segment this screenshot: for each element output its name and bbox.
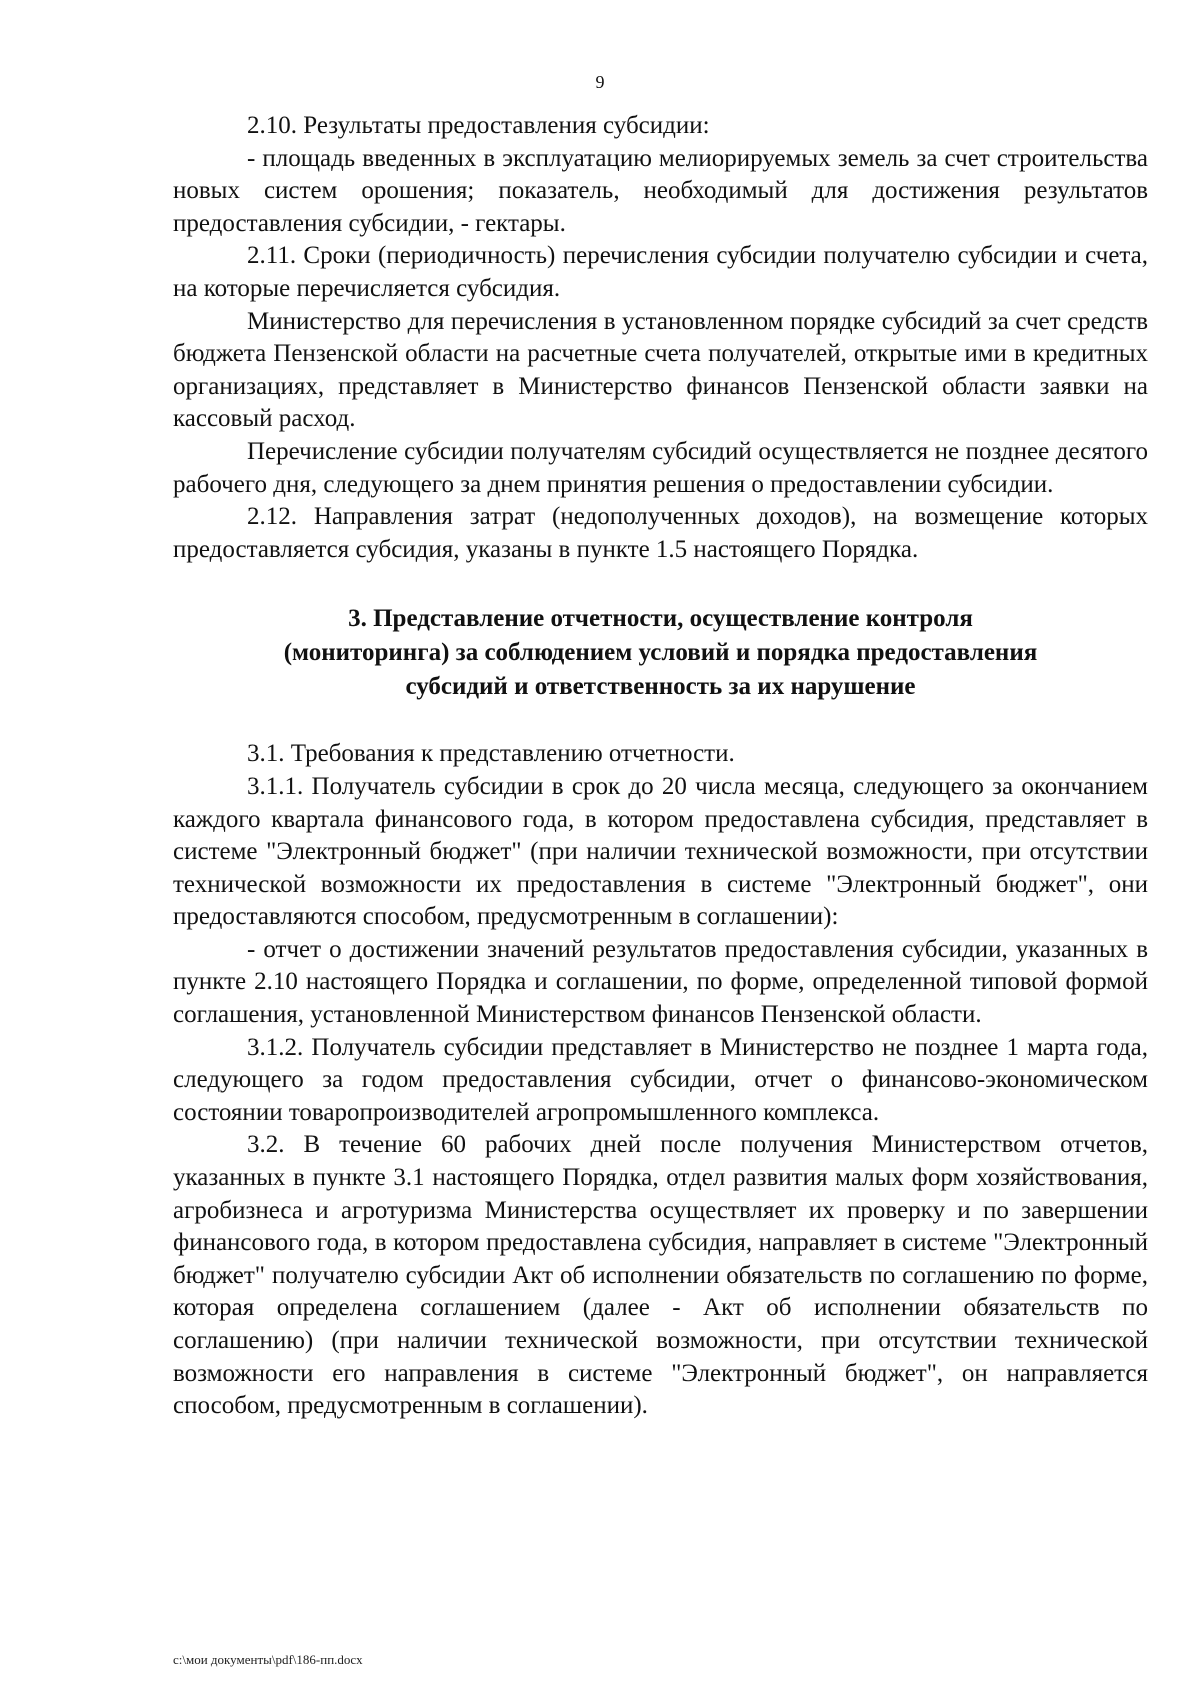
page-number: 9 — [595, 72, 605, 92]
paragraph-2-11: 2.11. Сроки (периодичность) перечисления субсидии получателю субсидии и счета, на которые перечисляется субсидия. — [173, 242, 1148, 302]
paragraph-3-1-1-item: - отчет о достижении значений результатов предоставления субсидии, указанных в пункте 2.10 настоящего Порядка и соглашении, по форме, определенной типовой формой соглашения, установленной Министерством финансов Пензенской области. — [173, 935, 1148, 1029]
heading-line-2: (мониторинга) за соблюдением условий и порядка предоставления — [283, 639, 1038, 667]
paragraph-2-10-item: - площадь введенных в эксплуатацию мелиорируемых земель за счет строительства новых систем орошения; показатель, необходимый для достижения результатов предоставления субсидии, - гектары. — [173, 144, 1148, 237]
paragraph-ministry-transfer: Министерство для перечисления в установленном порядке субсидий за счет средств бюджета Пензенской области на расчетные счета получателей, открытые ими в кредитных организациях, представляет в Министерство финансов Пензенской области заявки на кассовый расход. — [173, 307, 1148, 433]
paragraph-2-12: 2.12. Направления затрат (недополученных доходов), на возмещение которых предоставляется субсидия, указаны в пункте 1.5 настоящего Порядка. — [173, 503, 1148, 563]
paragraph-3-1-1: 3.1.1. Получатель субсидии в срок до 20 числа месяца, следующего за окончанием каждого квартала финансового года, в котором предоставлена субсидия, представляет в системе "Электронный бюджет" (при наличии технической возможности, при отсутствии технической возможности их предоставления в системе "Электронный бюджет", они предоставляются способом, предусмотренным в соглашении): — [173, 772, 1148, 931]
paragraph-3-2: 3.2. В течение 60 рабочих дней после получения Министерством отчетов, указанных в пункте 3.1 настоящего Порядка, отдел развития малых форм хозяйствования, агробизнеса и агротуризма Министерства осуществляет их проверку и по завершении финансового года, в котором предоставлена субсидия, направляет в системе "Электронный бюджет" получателю субсидии Акт об исполнении обязательств по соглашению по форме, которая определена соглашением (далее - Акт об исполнении обязательств по соглашению) (при наличии технической возможности, при отсутствии технической возможности его направления в системе "Электронный бюджет", он направляется способом, предусмотренным в соглашении). — [173, 1131, 1148, 1420]
paragraph-2-10: 2.10. Результаты предоставления субсидии: — [247, 112, 710, 139]
footer-file-path: c:\мои документы\pdf\186-пп.docx — [173, 1652, 363, 1667]
paragraph-transfer-deadline: Перечисление субсидии получателям субсидий осуществляется не позднее десятого рабочего дня, следующего за днем принятия решения о предоставлении субсидии. — [173, 437, 1148, 498]
heading-line-1: 3. Представление отчетности, осуществление контроля — [348, 605, 973, 633]
heading-line-3: субсидий и ответственность за их нарушение — [405, 673, 916, 701]
section-3-heading — [173, 602, 1148, 704]
paragraph-3-1: 3.1. Требования к представлению отчетности. — [247, 740, 735, 768]
paragraph-3-1-2: 3.1.2. Получатель субсидии представляет в Министерство не позднее 1 марта года, следующего за годом предоставления субсидии, отчет о финансово-экономическом состоянии товаропроизводителей агропромышленного комплекса. — [173, 1033, 1148, 1126]
document-body — [173, 110, 1148, 1423]
